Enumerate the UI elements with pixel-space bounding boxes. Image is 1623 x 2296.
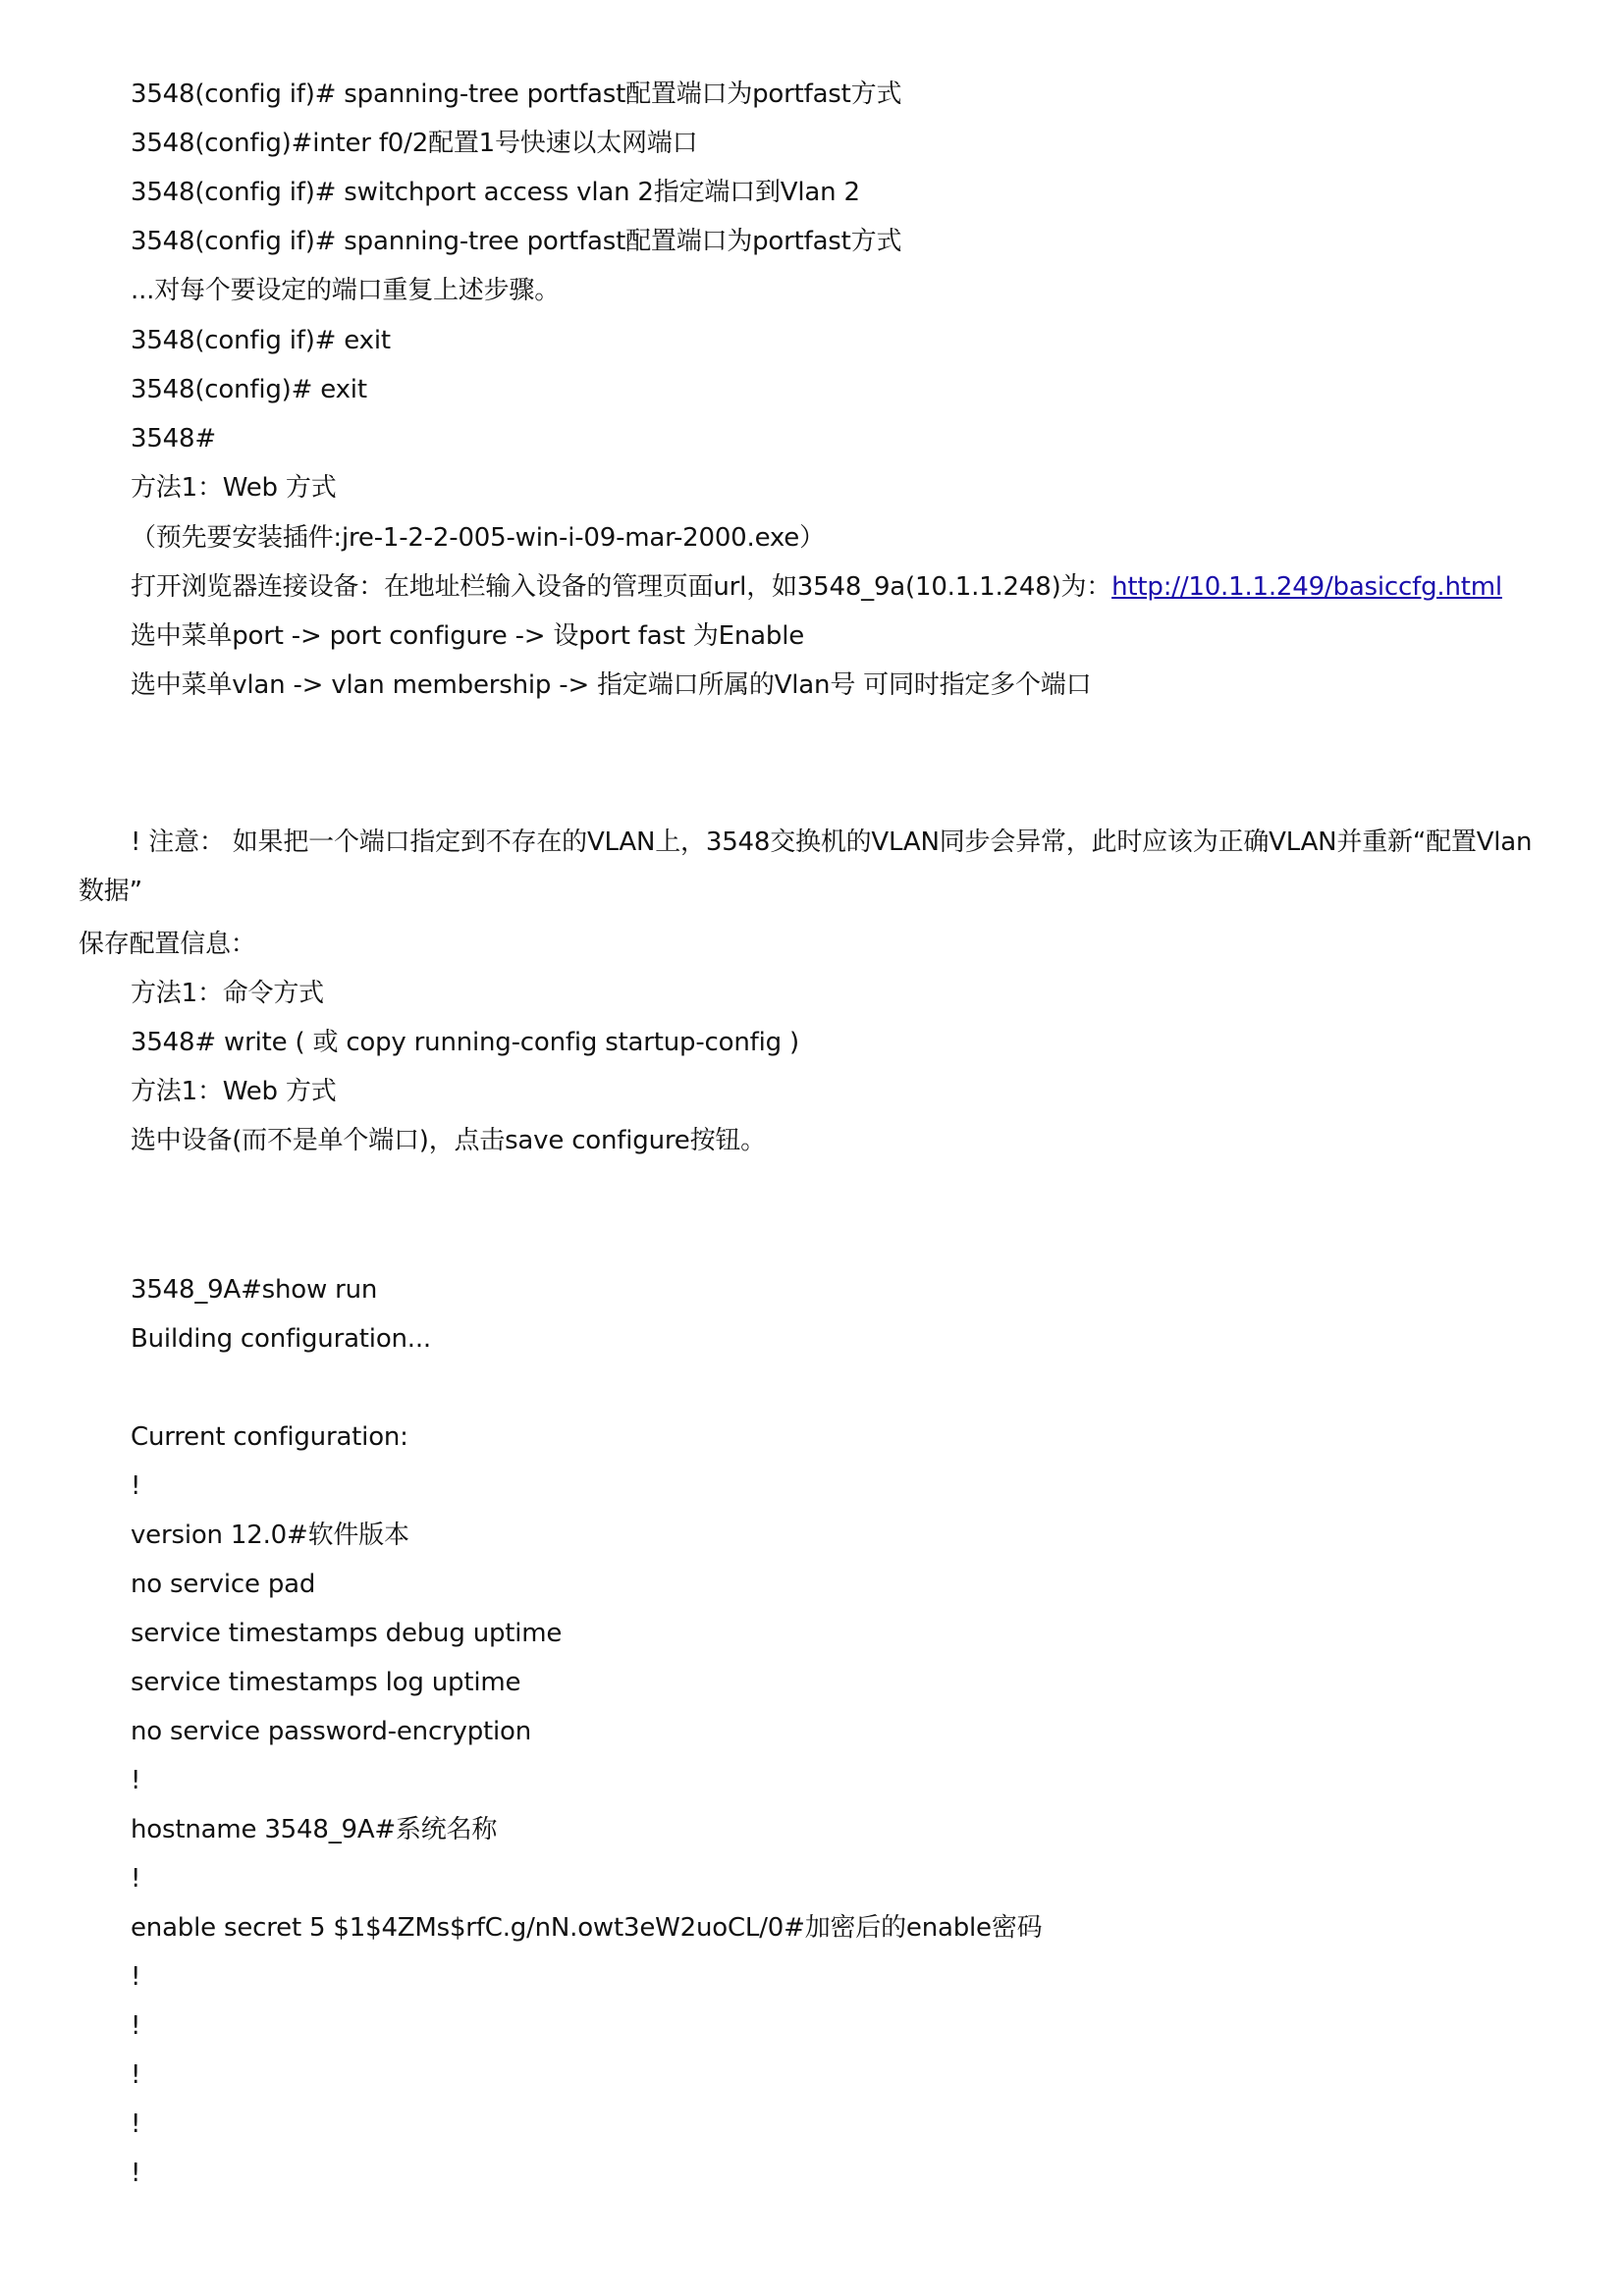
config-line: !	[131, 2011, 141, 2041]
config-line: version 12.0#软件版本	[131, 1521, 409, 1550]
config-line: no service password-encryption	[131, 1717, 532, 1746]
config-line: Building configuration...	[131, 1324, 431, 1354]
config-line: 3548#	[131, 424, 216, 454]
browser-instruction-text: 打开浏览器连接设备：在地址栏输入设备的管理页面url，如3548_9a(10.1.1.248)为：	[131, 572, 1112, 602]
config-line: 3548# write ( 或 copy running-config startup-config )	[131, 1028, 799, 1057]
config-line: ...对每个要设定的端口重复上述步骤。	[131, 276, 560, 305]
config-line: 3548(config if)# spanning-tree portfast配置端口为portfast方式	[131, 80, 902, 109]
config-line: service timestamps log uptime	[131, 1668, 521, 1697]
config-line: !	[131, 2060, 141, 2090]
menu-instruction: 选中菜单vlan -> vlan membership -> 指定端口所属的Vlan号 可同时指定多个端口	[131, 670, 1092, 700]
config-line: hostname 3548_9A#系统名称	[131, 1815, 498, 1844]
config-line: enable secret 5 $1$4ZMs$rfC.g/nN.owt3eW2uoCL/0#加密后的enable密码	[131, 1913, 1043, 1943]
config-line: 3548(config if)# spanning-tree portfast配置端口为portfast方式	[131, 227, 902, 256]
menu-instruction: 选中菜单port -> port configure -> 设port fast 为Enable	[131, 621, 805, 651]
config-line: !	[131, 1471, 141, 1501]
browser-instruction	[131, 570, 1502, 604]
config-line: 3548(config)# exit	[131, 375, 367, 404]
config-line: !	[131, 1962, 141, 1992]
web-instruction: 选中设备(而不是单个端口)，点击save configure按钮。	[131, 1126, 766, 1155]
config-line: service timestamps debug uptime	[131, 1619, 563, 1648]
config-line: 3548_9A#show run	[131, 1275, 378, 1305]
config-line: !	[131, 2109, 141, 2139]
method-heading: 方法1：Web 方式	[131, 1077, 337, 1106]
config-line: no service pad	[131, 1570, 316, 1599]
config-line: Current configuration:	[131, 1422, 408, 1452]
method-heading: 方法1：命令方式	[131, 979, 324, 1008]
warning-note: ! 注意： 如果把一个端口指定到不存在的VLAN上，3548交换机的VLAN同步会异常，此时应该为正确VLAN并重新“配置Vlan数据”	[79, 828, 1533, 906]
config-line: !	[131, 1766, 141, 1795]
method-heading: 方法1：Web 方式	[131, 473, 337, 503]
config-line: 3548(config if)# exit	[131, 326, 391, 355]
plugin-note: （预先要安装插件:jre-1-2-2-005-win-i-09-mar-2000.exe）	[131, 523, 825, 553]
section-heading: 保存配置信息：	[79, 930, 256, 959]
config-line: 3548(config if)# switchport access vlan 2指定端口到Vlan 2	[131, 178, 860, 207]
config-line: !	[131, 1864, 141, 1894]
basiccfg-url-link[interactable]: http://10.1.1.249/basiccfg.html	[1111, 572, 1502, 602]
config-line: 3548(config)#inter f0/2配置1号快速以太网端口	[131, 129, 698, 158]
config-line: !	[131, 2159, 141, 2188]
